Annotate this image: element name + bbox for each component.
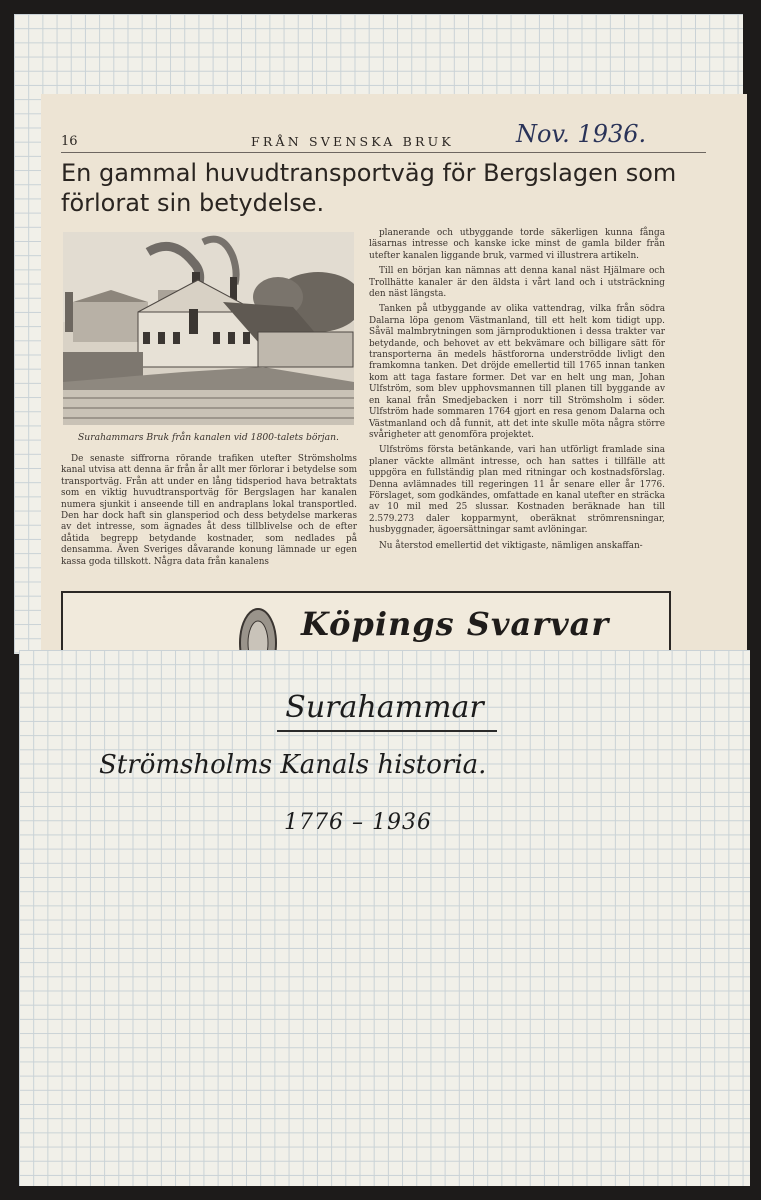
running-header [61,120,706,153]
paragraph: Till en början kan nämnas att denna kanal näst Hjälmare och Trollhätte kanaler är den äldsta i vårt land och i utsträckning den näst längsta. [369,266,665,300]
paragraph: Ulfströms första betänkande, vari han utförligt framlade sina planer väckte allmänt intresse, och han sattes i tillfälle att uppgöra en fullständig plan med ritningar och kostnadsförslag. Denna avlämnades till regeringen 11 år senare eller år 1776. Förslaget, som godkändes, omfattade en kanal utefter en sträcka av 10 mil med 25 slussar. Kostnaden beräknade han till 2.579.273 daler kopparmynt, oberäknat strömrensningar, husbyggnader, ägoersättningar samt avlöningar. [369,445,665,536]
handwritten-subject: Strömsholms Kanals historia. [99,750,487,780]
underline [277,730,497,732]
article-headline: En gammal huvudtransportväg för Bergslagen som förlorat sin betydelse. [61,159,677,217]
lathe-wheel-icon [213,603,283,650]
paragraph: Nu återstod emellertid det viktigaste, nämligen anskaffan- [379,540,643,551]
engraving-illustration [63,232,354,425]
paragraph: De senaste siffrorna rörande trafiken utefter Strömsholms kanal utvisa att denna är från år allt mer förlorar i betydelse som transportväg. Från att under en lång tidsperiod hava betraktats som en viktig huvudtransportväg för Bergslagen har kanalen numera sjunkit i anseende till en andraplans lokal transportled. Den har dock haft sin glansperiod och dess betydelse markeras av det intresse, som ägnades åt dess tillblivelse och de efter dåtida begrepp betydande kostnader, som nedlades på densamma. Även Sveriges dåvarande konung lämnade ur egen kassa goda tillskott. Några data från kanalens [61,454,357,567]
paragraph: Tanken på utbyggande av olika vattendrag, vilka från södra Dalarna löpa genom Västmanland, till ett helt kom tidigt upp. Såväl malmbrytningen som järnproduktionen i dessa trakter var betydande, och behovet av ett bekvämare och billigare sätt för transporterna än medels hästfororna underströdde livligt den framkomna tanken. Det dröjde emellertid till 1765 innan tanken kom att taga fastare former. Det var en helt ung man, Johan Ulfström, som blev upphovsmannen till planen till byggande av en kanal från Smedjebacken i norr till Strömsholm i söder. Ulfström hade sommaren 1764 gjort en resa genom Dalarna och Västmanland och då funnit, att det inte skulle möta några större svårigheter att genomföra projektet. [369,304,665,440]
handwritten-index-card [19,650,750,1186]
handwritten-date: Nov. 1936. [516,120,647,148]
paragraph: planerande och utbyggande torde säkerligen kunna fånga läsarnas intresse och kanske icke minst de gamla bilder från utefter kanalen liggande bruk, varmed vi illustrera artikeln. [369,228,665,261]
handwritten-place-name: Surahammar [285,690,484,725]
article-column-left [61,454,357,572]
article-column-right [369,228,665,556]
newspaper-clipping [41,94,747,650]
running-head: FRÅN SVENSKA BRUK [251,134,454,149]
advertisement [61,591,671,650]
handwritten-years: 1776 – 1936 [284,810,432,835]
ad-title: Köpings Svarvar [301,605,610,643]
page-number: 16 [61,134,78,149]
image-caption: Surahammars Bruk från kanalen vid 1800-talets början. [78,432,339,443]
